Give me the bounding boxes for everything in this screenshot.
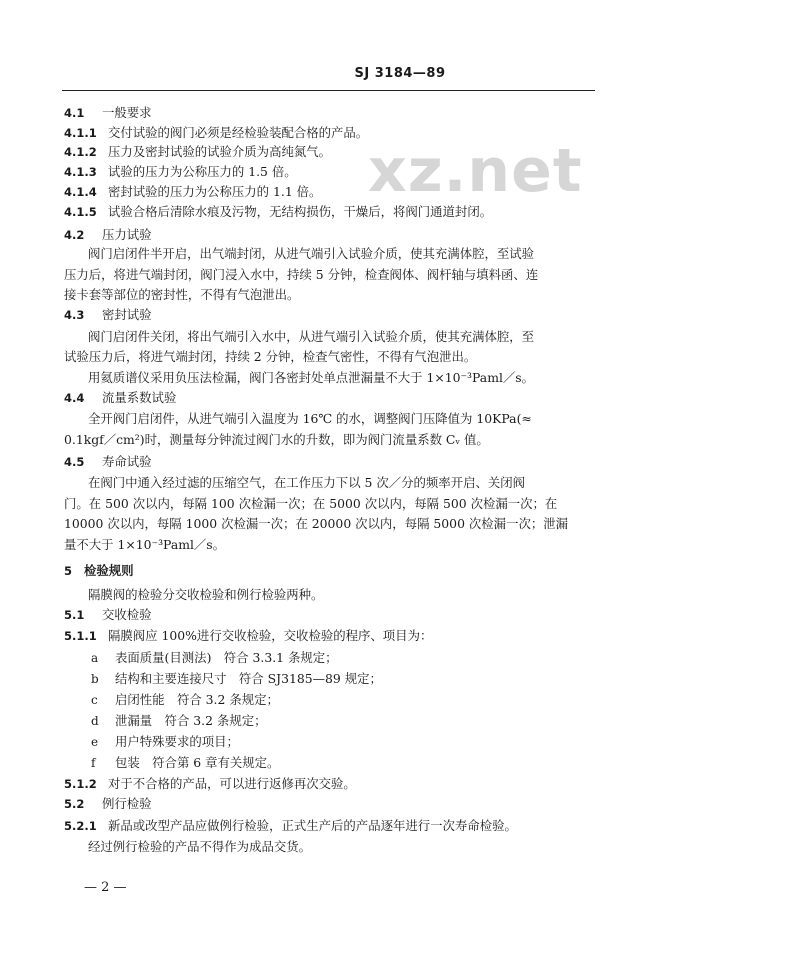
page-number: — 2 — (84, 880, 127, 895)
section-number: 5 (64, 564, 73, 578)
section-number: 4.2 (64, 228, 85, 242)
section-number: 4.1 (64, 106, 85, 120)
line-text: 阀门启闭件半开启，出气端封闭，从进气端引入试验介质，使其充满体腔，至试验 (88, 246, 535, 261)
line-text: 试验的压力为公称压力的 1.5 倍。 (108, 164, 297, 179)
text-line (64, 515, 568, 533)
text-line (64, 606, 152, 624)
watermark: xz.net (368, 136, 583, 206)
line-text: 用户特殊要求的项目； (115, 734, 239, 749)
text-line (88, 369, 534, 387)
line-text: 门。在 500 次以内，每隔 100 次检漏一次；在 5000 次以内，每隔 500 次检漏一次；在 (64, 496, 558, 511)
text-line (88, 474, 525, 492)
line-text: 量不大于 1×10⁻³Paml／s。 (64, 537, 226, 552)
section-number: b (91, 672, 99, 686)
text-line (64, 266, 538, 284)
text-line (64, 183, 321, 201)
text-line (64, 627, 432, 645)
line-text: 10000 次以内，每隔 1000 次检漏一次；在 20000 次以内，每隔 5000 次检漏一次；泄漏 (64, 516, 569, 531)
text-line (91, 670, 382, 688)
section-number: 4.4 (64, 391, 85, 405)
text-line (64, 536, 225, 554)
section-number: 5.2.1 (64, 819, 97, 833)
section-number: 4.1.1 (64, 126, 97, 140)
text-line (64, 348, 476, 366)
page-header: SJ 3184—89 (354, 66, 446, 81)
line-text: 压力及密封试验的试验介质为高纯氮气。 (108, 144, 332, 159)
section-number: f (91, 756, 96, 770)
text-line (91, 754, 279, 772)
text-line (91, 691, 279, 709)
text-line (64, 143, 331, 161)
line-text: 对于不合格的产品，可以进行返修再次交验。 (108, 776, 356, 791)
text-line (64, 203, 492, 221)
section-number: 4.5 (64, 455, 85, 469)
text-line (64, 795, 152, 813)
text-line (64, 286, 299, 304)
text-line (88, 410, 532, 428)
line-text: 用氦质谱仪采用负压法检漏，阀门各密封处单点泄漏量不大于 1×10⁻³Paml／s。 (88, 370, 535, 385)
line-text: 包装 符合第 6 章有关规定。 (115, 755, 280, 770)
text-line (64, 163, 297, 181)
text-line (64, 431, 489, 449)
line-text: 压力后，将进气端封闭，阀门浸入水中，持续 5 分钟，检查阀体、阀杆轴与填料函、连 (64, 267, 539, 282)
line-text: 交收检验 (102, 607, 152, 622)
section-number: e (91, 735, 99, 749)
header-rule (62, 90, 595, 91)
text-line (91, 712, 267, 730)
text-line (64, 389, 176, 407)
line-text: 0.1kgf／cm²)时，测量每分钟流过阀门水的升数，即为阀门流量系数 Cᵥ 值。 (64, 432, 489, 447)
section-number: 4.1.4 (64, 185, 97, 199)
line-text: 经过例行检验的产品不得作为成品交货。 (88, 839, 312, 854)
section-number: 5.1 (64, 608, 85, 622)
line-text: 试验合格后清除水痕及污物，无结构损伤，干燥后，将阀门通道封闭。 (108, 204, 493, 219)
text-line (91, 733, 239, 751)
section-number: 5.1.1 (64, 629, 97, 643)
line-text: 压力试验 (102, 227, 152, 242)
text-line (64, 817, 517, 835)
section-number: 5.2 (64, 797, 85, 811)
line-text: 例行检验 (102, 796, 152, 811)
line-text: 表面质量(目测法) 符合 3.3.1 条规定； (115, 650, 338, 665)
text-line (64, 495, 557, 513)
text-line (88, 838, 311, 856)
text-line (88, 586, 323, 604)
section-number: d (91, 714, 99, 728)
section-number: 5.1.2 (64, 777, 97, 791)
line-text: 新品或改型产品应做例行检验，正式生产后的产品逐年进行一次寿命检验。 (108, 818, 517, 833)
text-line (64, 453, 152, 471)
line-text: 寿命试验 (102, 454, 152, 469)
line-text: 交付试验的阀门必须是经检验装配合格的产品。 (108, 125, 369, 140)
text-line (64, 562, 134, 580)
line-text: 密封试验的压力为公称压力的 1.1 倍。 (108, 184, 322, 199)
line-text: 流量系数试验 (102, 390, 177, 405)
line-text: 泄漏量 符合 3.2 条规定； (115, 713, 267, 728)
line-text: 阀门启闭件关闭，将出气端引入水中，从进气端引入试验介质，使其充满体腔，至 (88, 329, 535, 344)
section-number: 4.1.5 (64, 205, 97, 219)
line-text: 在阀门中通入经过滤的压缩空气，在工作压力下以 5 次／分的频率开启、关闭阀 (88, 475, 526, 490)
line-text: 密封试验 (102, 307, 152, 322)
line-text: 结构和主要连接尺寸 符合 SJ3185—89 规定； (115, 671, 382, 686)
text-line (64, 104, 152, 122)
line-text: 检验规则 (84, 563, 134, 578)
section-number: a (91, 651, 99, 665)
section-number: 4.1.2 (64, 145, 97, 159)
line-text: 全开阀门启闭件，从进气端引入温度为 16℃ 的水，调整阀门压降值为 10KPa(≈ (88, 411, 532, 426)
text-line (64, 124, 368, 142)
text-line (64, 226, 152, 244)
section-number: 4.3 (64, 308, 85, 322)
section-number: 4.1.3 (64, 165, 97, 179)
section-number: c (91, 693, 98, 707)
line-text: 启闭性能 符合 3.2 条规定； (115, 692, 279, 707)
text-line (91, 649, 338, 667)
line-text: 一般要求 (102, 105, 152, 120)
text-line (88, 328, 534, 346)
text-line (64, 306, 152, 324)
line-text: 试验压力后，将进气端封闭，持续 2 分钟，检查气密性，不得有气泡泄出。 (64, 349, 477, 364)
line-text: 接卡套等部位的密封性，不得有气泡泄出。 (64, 287, 300, 302)
line-text: 隔膜阀应 100%进行交收检验，交收检验的程序、项目为： (108, 628, 433, 643)
text-line (88, 245, 534, 263)
line-text: 隔膜阀的检验分交收检验和例行检验两种。 (88, 587, 324, 602)
text-line (64, 775, 356, 793)
